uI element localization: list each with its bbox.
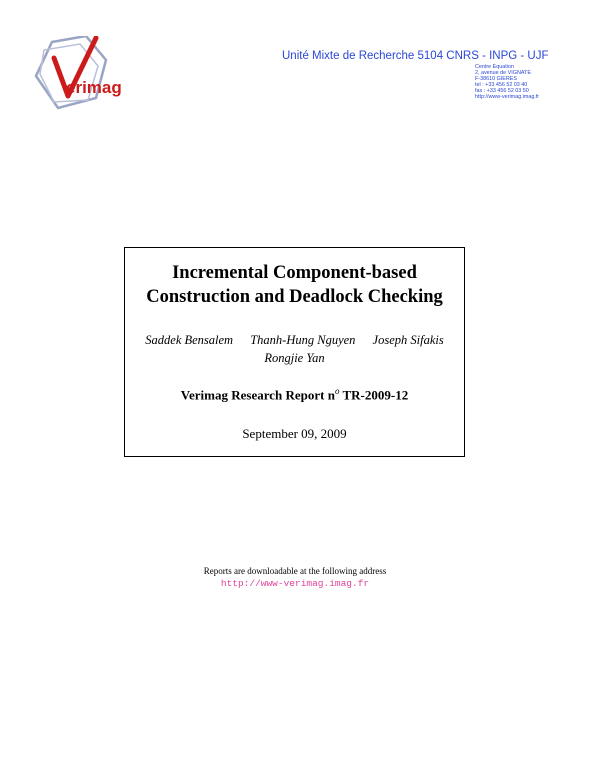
address-line: F-38610 GIERES	[475, 76, 517, 83]
lab-header	[282, 50, 572, 101]
report-title	[125, 261, 464, 309]
svg-text:erimag: erimag	[66, 78, 122, 97]
verimag-logo	[34, 36, 144, 116]
report-date: September 09, 2009	[242, 426, 347, 441]
author: Thanh-Hung Nguyen	[250, 333, 356, 347]
address-line: fax : +33 456 52 03 50	[475, 88, 529, 95]
address-line: tel : +33 456 52 03 40	[475, 82, 528, 89]
address-line: Centre Equation	[475, 64, 514, 70]
report-number	[125, 386, 464, 403]
title-line-1: Incremental Component-based	[172, 263, 417, 283]
lab-address	[475, 64, 539, 101]
authors	[125, 331, 464, 367]
author: Saddek Bensalem	[145, 333, 234, 347]
address-line: http://www-verimag.imag.fr	[475, 94, 540, 101]
download-link[interactable]: http://www-verimag.imag.fr	[220, 578, 370, 589]
download-text: Reports are downloadable at the following address	[203, 566, 387, 576]
report-number-prefix: Verimag Research Report n	[180, 387, 335, 403]
report-number-sup: o	[334, 386, 340, 396]
title-line-2: Construction and Deadlock Checking	[146, 287, 443, 307]
author: Joseph Sifakis	[372, 333, 444, 347]
title-box	[124, 247, 465, 457]
report-number-value: TR-2009-12	[342, 387, 409, 403]
lab-title: Unité Mixte de Recherche 5104 CNRS - INPG - UJF	[282, 50, 549, 62]
author: Rongjie Yan	[264, 351, 325, 365]
address-line: 2, avenue de VIGNATE	[475, 70, 531, 77]
verimag-logo-graphic	[34, 36, 144, 116]
